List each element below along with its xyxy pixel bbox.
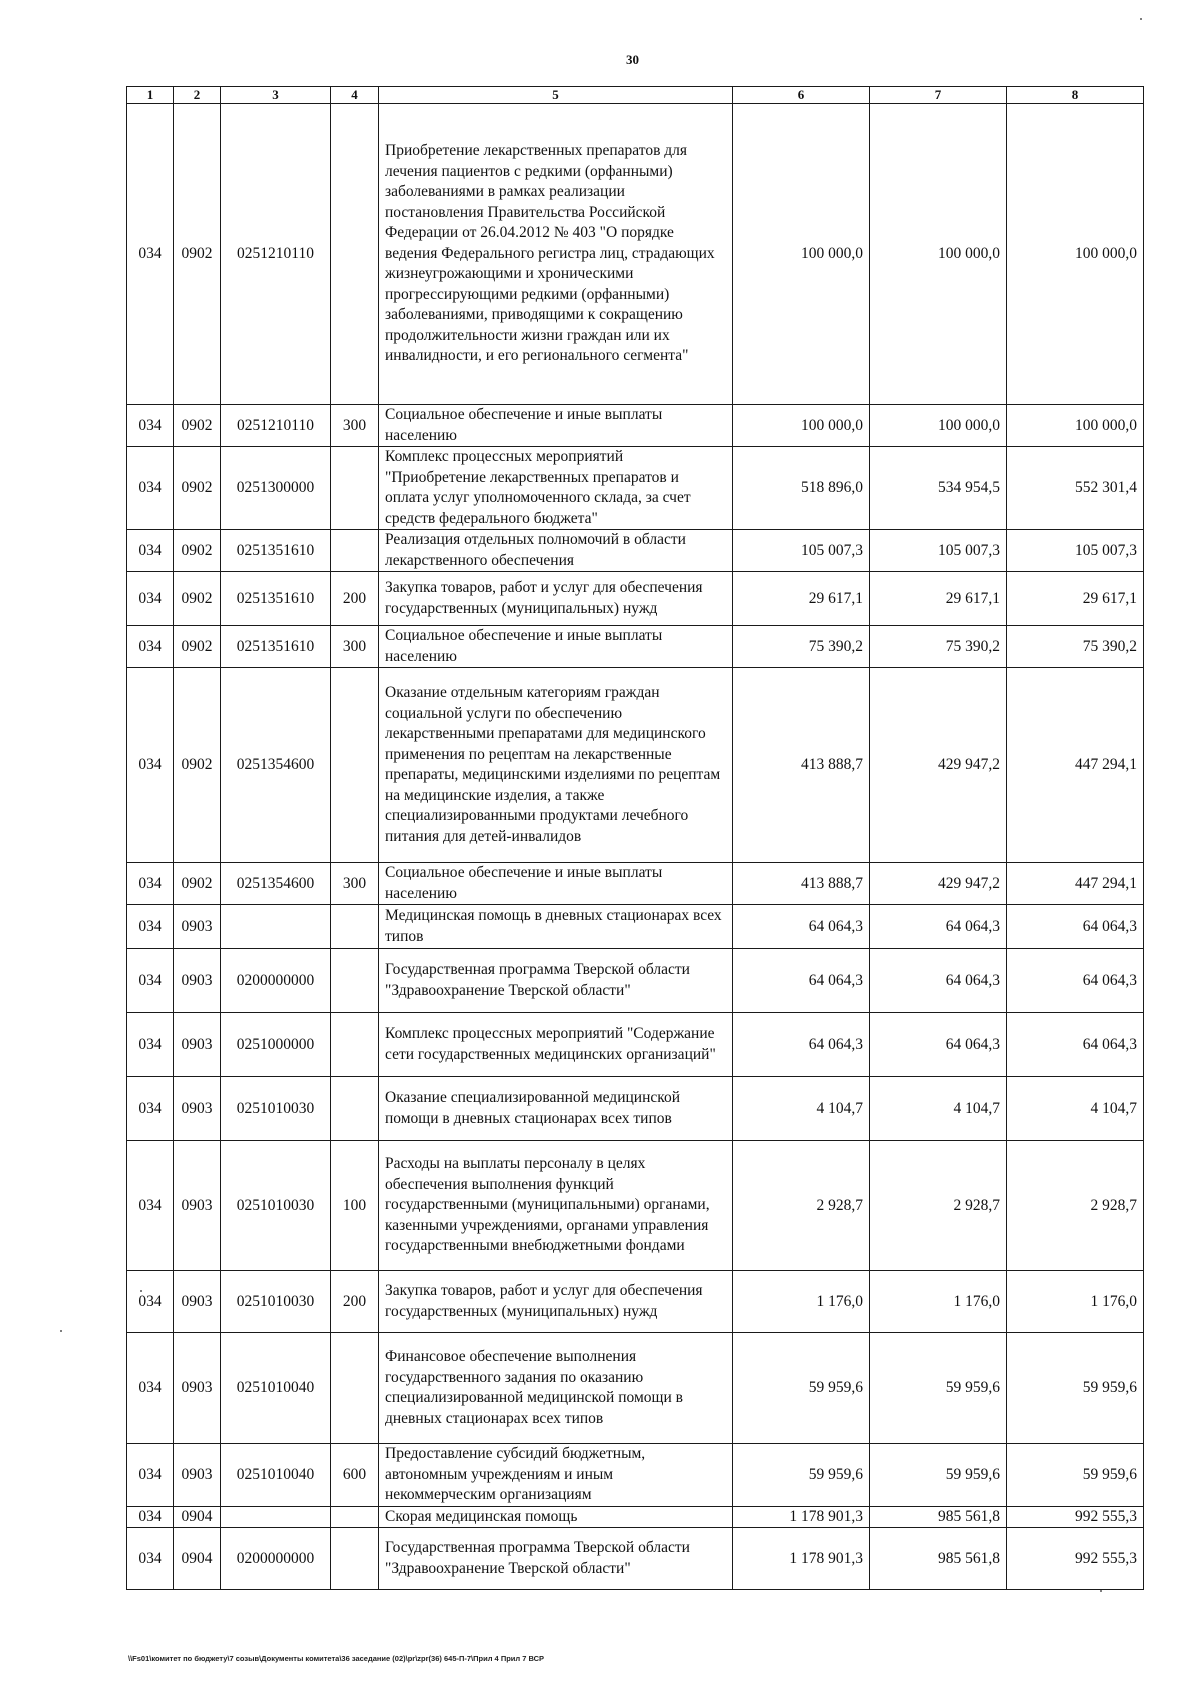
cell-amount-6: 75 390,2 — [733, 626, 870, 668]
cell-description: Расходы на выплаты персоналу в целях обеспечения выполнения функций государственными (муниципальными) органами, казенными учреждениями, органами управления государственными внебюджетными фондами — [379, 1141, 733, 1271]
cell-amount-8: 992 555,3 — [1007, 1506, 1144, 1528]
column-header: 2 — [174, 87, 221, 104]
cell-code-4 — [331, 1528, 379, 1590]
cell-code-1: 034 — [127, 949, 174, 1013]
table-row — [127, 863, 1144, 905]
cell-amount-8: 105 007,3 — [1007, 530, 1144, 572]
table-row — [127, 626, 1144, 668]
cell-amount-8: 447 294,1 — [1007, 668, 1144, 863]
table-row — [127, 104, 1144, 405]
cell-code-4: 300 — [331, 405, 379, 447]
cell-code-2: 0902 — [174, 626, 221, 668]
cell-code-1: 034 — [127, 1013, 174, 1077]
cell-code-3: 0251010040 — [221, 1444, 331, 1507]
cell-code-3: 0251000000 — [221, 1013, 331, 1077]
cell-code-1: 034 — [127, 905, 174, 949]
scan-speck — [60, 1330, 62, 1332]
column-header: 7 — [870, 87, 1007, 104]
cell-code-4 — [331, 905, 379, 949]
cell-code-1: 034 — [127, 104, 174, 405]
cell-amount-7: 429 947,2 — [870, 863, 1007, 905]
cell-amount-8: 64 064,3 — [1007, 1013, 1144, 1077]
cell-amount-8: 992 555,3 — [1007, 1528, 1144, 1590]
cell-amount-7: 64 064,3 — [870, 949, 1007, 1013]
table-row — [127, 1141, 1144, 1271]
cell-description: Комплекс процессных мероприятий "Приобретение лекарственных препаратов и оплата услуг уполномоченного склада, за счет средств федерального бюджета" — [379, 447, 733, 530]
cell-amount-7: 429 947,2 — [870, 668, 1007, 863]
cell-amount-6: 64 064,3 — [733, 1013, 870, 1077]
cell-code-4 — [331, 447, 379, 530]
cell-description: Социальное обеспечение и иные выплаты населению — [379, 626, 733, 668]
column-header: 3 — [221, 87, 331, 104]
cell-code-3: 0251010030 — [221, 1141, 331, 1271]
cell-amount-8: 1 176,0 — [1007, 1271, 1144, 1333]
cell-amount-7: 75 390,2 — [870, 626, 1007, 668]
cell-code-1: 034 — [127, 1528, 174, 1590]
cell-code-3: 0251210110 — [221, 104, 331, 405]
cell-code-1: 034 — [127, 405, 174, 447]
cell-code-4: 200 — [331, 572, 379, 626]
column-header: 8 — [1007, 87, 1144, 104]
cell-amount-8: 100 000,0 — [1007, 405, 1144, 447]
cell-code-2: 0904 — [174, 1528, 221, 1590]
cell-amount-7: 2 928,7 — [870, 1141, 1007, 1271]
page-number: 30 — [626, 52, 639, 67]
cell-code-3: 0251351610 — [221, 572, 331, 626]
cell-amount-6: 413 888,7 — [733, 668, 870, 863]
cell-amount-7: 985 561,8 — [870, 1528, 1007, 1590]
cell-amount-6: 29 617,1 — [733, 572, 870, 626]
cell-code-3: 0251351610 — [221, 626, 331, 668]
cell-code-2: 0903 — [174, 1013, 221, 1077]
cell-code-2: 0902 — [174, 863, 221, 905]
cell-amount-6: 64 064,3 — [733, 905, 870, 949]
cell-code-3: 0251210110 — [221, 405, 331, 447]
cell-code-2: 0902 — [174, 530, 221, 572]
cell-amount-8: 64 064,3 — [1007, 905, 1144, 949]
cell-amount-8: 4 104,7 — [1007, 1077, 1144, 1141]
cell-description: Приобретение лекарственных препаратов для лечения пациентов с редкими (орфанными) заболеваниями в рамках реализации постановления Правительства Российской Федерации от 26.04.2012 № 403 "О порядке ведения Федерального регистра лиц, страдающих жизнеугрожающими и хроническими прогрессирующими редкими (орфанными) заболеваниями, приводящими к сокращению продолжительности жизни граждан или их инвалидности, и его регионального сегмента" — [379, 104, 733, 405]
header-row — [127, 87, 1144, 104]
budget-table — [126, 86, 1144, 1590]
cell-amount-7: 64 064,3 — [870, 905, 1007, 949]
cell-code-4: 200 — [331, 1271, 379, 1333]
cell-amount-7: 59 959,6 — [870, 1333, 1007, 1444]
cell-code-2: 0903 — [174, 1333, 221, 1444]
cell-code-4 — [331, 949, 379, 1013]
cell-code-1: 034 — [127, 863, 174, 905]
cell-code-4 — [331, 668, 379, 863]
column-header: 1 — [127, 87, 174, 104]
table-row — [127, 1271, 1144, 1333]
cell-amount-7: 985 561,8 — [870, 1506, 1007, 1528]
cell-amount-7: 100 000,0 — [870, 104, 1007, 405]
cell-description: Комплекс процессных мероприятий "Содержание сети государственных медицинских организаций" — [379, 1013, 733, 1077]
table-body — [127, 104, 1144, 1590]
cell-code-1: 034 — [127, 1271, 174, 1333]
cell-code-4 — [331, 1013, 379, 1077]
cell-code-2: 0903 — [174, 905, 221, 949]
cell-code-3 — [221, 905, 331, 949]
table-row — [127, 1444, 1144, 1507]
cell-code-1: 034 — [127, 530, 174, 572]
cell-code-3: 0251010030 — [221, 1271, 331, 1333]
cell-code-4 — [331, 530, 379, 572]
cell-amount-8: 29 617,1 — [1007, 572, 1144, 626]
cell-code-3 — [221, 1506, 331, 1528]
cell-code-4 — [331, 104, 379, 405]
cell-code-1: 034 — [127, 1077, 174, 1141]
cell-code-3: 0251300000 — [221, 447, 331, 530]
cell-code-2: 0902 — [174, 668, 221, 863]
cell-amount-6: 4 104,7 — [733, 1077, 870, 1141]
cell-code-2: 0903 — [174, 1141, 221, 1271]
table-row — [127, 447, 1144, 530]
cell-description: Финансовое обеспечение выполнения государственного задания по оказанию специализированной медицинской помощи в дневных стационарах всех типов — [379, 1333, 733, 1444]
cell-amount-8: 2 928,7 — [1007, 1141, 1144, 1271]
cell-code-2: 0903 — [174, 949, 221, 1013]
cell-amount-6: 1 178 901,3 — [733, 1506, 870, 1528]
cell-code-3: 0251354600 — [221, 668, 331, 863]
cell-amount-6: 1 178 901,3 — [733, 1528, 870, 1590]
table-row — [127, 1333, 1144, 1444]
cell-code-4: 300 — [331, 863, 379, 905]
cell-code-2: 0902 — [174, 572, 221, 626]
cell-amount-7: 4 104,7 — [870, 1077, 1007, 1141]
cell-code-4: 300 — [331, 626, 379, 668]
cell-code-1: 034 — [127, 1444, 174, 1507]
cell-description: Социальное обеспечение и иные выплаты населению — [379, 405, 733, 447]
cell-description: Оказание специализированной медицинской помощи в дневных стационарах всех типов — [379, 1077, 733, 1141]
cell-code-1: 034 — [127, 447, 174, 530]
cell-code-3: 0251354600 — [221, 863, 331, 905]
footer-file-path: \\Fs01\комитет по бюджету\7 созыв\Документы комитета\36 заседание (02)\pr\zpr(36) 645-П-7\Прил 4 Прил 7 ВСР — [128, 1654, 545, 1663]
cell-amount-7: 1 176,0 — [870, 1271, 1007, 1333]
cell-code-4: 600 — [331, 1444, 379, 1507]
table-row — [127, 1506, 1144, 1528]
scan-speck — [1140, 18, 1142, 20]
column-header: 6 — [733, 87, 870, 104]
cell-description: Предоставление субсидий бюджетным, автономным учреждениям и иным некоммерческим организациям — [379, 1444, 733, 1507]
cell-amount-7: 29 617,1 — [870, 572, 1007, 626]
cell-code-3: 0251351610 — [221, 530, 331, 572]
cell-code-4 — [331, 1333, 379, 1444]
table-row — [127, 905, 1144, 949]
table-row — [127, 1013, 1144, 1077]
cell-amount-6: 413 888,7 — [733, 863, 870, 905]
cell-amount-8: 59 959,6 — [1007, 1333, 1144, 1444]
scan-speck — [1100, 1590, 1102, 1592]
cell-description: Реализация отдельных полномочий в области лекарственного обеспечения — [379, 530, 733, 572]
cell-code-4 — [331, 1077, 379, 1141]
cell-amount-8: 59 959,6 — [1007, 1444, 1144, 1507]
cell-amount-7: 100 000,0 — [870, 405, 1007, 447]
cell-amount-6: 59 959,6 — [733, 1333, 870, 1444]
cell-code-2: 0902 — [174, 447, 221, 530]
cell-amount-6: 105 007,3 — [733, 530, 870, 572]
table-row — [127, 530, 1144, 572]
cell-description: Закупка товаров, работ и услуг для обеспечения государственных (муниципальных) нужд — [379, 572, 733, 626]
cell-code-1: 034 — [127, 1141, 174, 1271]
cell-amount-8: 552 301,4 — [1007, 447, 1144, 530]
cell-amount-7: 534 954,5 — [870, 447, 1007, 530]
cell-amount-8: 447 294,1 — [1007, 863, 1144, 905]
cell-description: Государственная программа Тверской области "Здравоохранение Тверской области" — [379, 1528, 733, 1590]
cell-description: Социальное обеспечение и иные выплаты населению — [379, 863, 733, 905]
cell-code-2: 0902 — [174, 405, 221, 447]
cell-code-1: 034 — [127, 668, 174, 863]
table-row — [127, 949, 1144, 1013]
cell-amount-6: 64 064,3 — [733, 949, 870, 1013]
cell-code-2: 0903 — [174, 1271, 221, 1333]
table-row — [127, 572, 1144, 626]
cell-code-2: 0904 — [174, 1506, 221, 1528]
cell-amount-6: 100 000,0 — [733, 405, 870, 447]
cell-description: Государственная программа Тверской области "Здравоохранение Тверской области" — [379, 949, 733, 1013]
cell-amount-7: 105 007,3 — [870, 530, 1007, 572]
cell-code-4 — [331, 1506, 379, 1528]
cell-amount-6: 59 959,6 — [733, 1444, 870, 1507]
table-row — [127, 668, 1144, 863]
cell-code-1: 034 — [127, 572, 174, 626]
cell-amount-6: 2 928,7 — [733, 1141, 870, 1271]
cell-code-1: 034 — [127, 1333, 174, 1444]
cell-code-3: 0200000000 — [221, 1528, 331, 1590]
cell-code-3: 0251010030 — [221, 1077, 331, 1141]
cell-amount-8: 64 064,3 — [1007, 949, 1144, 1013]
cell-code-2: 0902 — [174, 104, 221, 405]
table-row — [127, 1528, 1144, 1590]
column-header: 4 — [331, 87, 379, 104]
cell-code-3: 0200000000 — [221, 949, 331, 1013]
table-row — [127, 1077, 1144, 1141]
cell-amount-6: 518 896,0 — [733, 447, 870, 530]
cell-description: Скорая медицинская помощь — [379, 1506, 733, 1528]
scan-speck — [140, 1290, 142, 1292]
cell-amount-6: 100 000,0 — [733, 104, 870, 405]
cell-code-2: 0903 — [174, 1444, 221, 1507]
cell-description: Оказание отдельным категориям граждан социальной услуги по обеспечению лекарственными препаратами для медицинского применения по рецептам на лекарственные препараты, медицинскими изделиями по рецептам на медицинские изделия, а также специализированными продуктами лечебного питания для детей-инвалидов — [379, 668, 733, 863]
cell-code-1: 034 — [127, 626, 174, 668]
cell-description: Медицинская помощь в дневных стационарах всех типов — [379, 905, 733, 949]
cell-amount-6: 1 176,0 — [733, 1271, 870, 1333]
cell-amount-7: 64 064,3 — [870, 1013, 1007, 1077]
cell-code-4: 100 — [331, 1141, 379, 1271]
cell-code-1: 034 — [127, 1506, 174, 1528]
cell-amount-7: 59 959,6 — [870, 1444, 1007, 1507]
table-row — [127, 405, 1144, 447]
cell-code-2: 0903 — [174, 1077, 221, 1141]
cell-amount-8: 75 390,2 — [1007, 626, 1144, 668]
cell-code-3: 0251010040 — [221, 1333, 331, 1444]
cell-description: Закупка товаров, работ и услуг для обеспечения государственных (муниципальных) нужд — [379, 1271, 733, 1333]
cell-amount-8: 100 000,0 — [1007, 104, 1144, 405]
column-header: 5 — [379, 87, 733, 104]
